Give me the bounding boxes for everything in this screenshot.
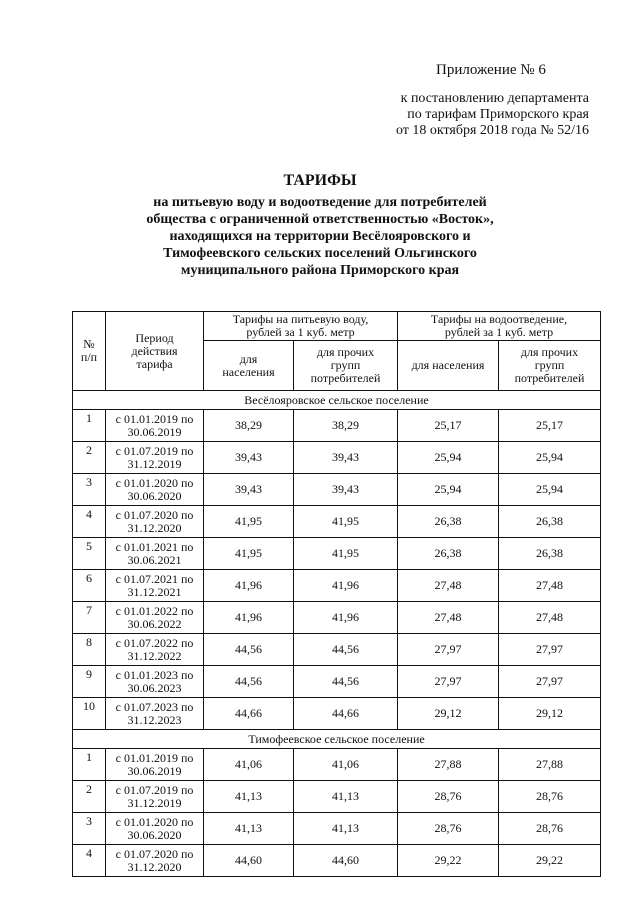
row-period — [106, 813, 204, 845]
water-population-value: 44,56 — [204, 634, 294, 666]
row-period — [106, 570, 204, 602]
drain-others-value: 27,97 — [499, 634, 601, 666]
drain-others-value: 29,22 — [499, 845, 601, 877]
row-period — [106, 506, 204, 538]
period-start: с 01.07.2020 по — [115, 846, 194, 861]
period-start: с 01.07.2020 по — [115, 507, 194, 522]
water-population-value: 41,95 — [204, 506, 294, 538]
water-population-value: 41,13 — [204, 781, 294, 813]
row-period — [106, 781, 204, 813]
document-title-block — [90, 172, 550, 279]
row-number: 10 — [73, 698, 106, 730]
row-period — [106, 538, 204, 570]
water-others-value: 41,13 — [294, 781, 398, 813]
period-end: 31.12.2019 — [127, 456, 182, 471]
table-row — [73, 506, 601, 538]
table-row — [73, 474, 601, 506]
drain-others-value: 27,48 — [499, 602, 601, 634]
water-population-value: 39,43 — [204, 474, 294, 506]
row-number: 3 — [73, 474, 106, 506]
period-start: с 01.01.2023 по — [115, 667, 194, 682]
row-number: 6 — [73, 570, 106, 602]
reference-line: по тарифам Приморского края — [407, 107, 589, 122]
tariff-table — [72, 311, 601, 877]
row-number: 1 — [73, 410, 106, 442]
period-end: 31.12.2022 — [127, 648, 182, 663]
row-period — [106, 634, 204, 666]
drain-population-value: 25,17 — [398, 410, 499, 442]
table-row — [73, 813, 601, 845]
header-drain-others: для прочих групп потребителей — [499, 341, 601, 391]
row-number: 4 — [73, 845, 106, 877]
period-start: с 01.07.2019 по — [115, 782, 194, 797]
period-start: с 01.07.2023 по — [115, 699, 194, 714]
period-start: с 01.01.2020 по — [115, 475, 194, 490]
drain-population-value: 27,48 — [398, 602, 499, 634]
row-period — [106, 474, 204, 506]
water-others-value: 39,43 — [294, 474, 398, 506]
drain-others-value: 26,38 — [499, 506, 601, 538]
period-end: 30.06.2021 — [127, 552, 182, 567]
row-number: 8 — [73, 634, 106, 666]
drain-others-value: 27,48 — [499, 570, 601, 602]
row-period — [106, 602, 204, 634]
period-end: 30.06.2020 — [127, 488, 182, 503]
period-start: с 01.07.2022 по — [115, 635, 194, 650]
water-others-value: 38,29 — [294, 410, 398, 442]
section-title: Тимофеевское сельское поселение — [73, 730, 601, 749]
water-others-value: 41,95 — [294, 506, 398, 538]
period-end: 31.12.2020 — [127, 859, 182, 874]
drain-population-value: 27,88 — [398, 749, 499, 781]
row-number: 2 — [73, 442, 106, 474]
header-water-others: для прочих групп потребителей — [294, 341, 398, 391]
water-others-value: 41,96 — [294, 602, 398, 634]
header-drain-tariffs: Тарифы на водоотведение, рублей за 1 куб. метр — [398, 312, 601, 341]
water-population-value: 41,96 — [204, 570, 294, 602]
row-number: 1 — [73, 749, 106, 781]
water-population-value: 41,13 — [204, 813, 294, 845]
period-end: 31.12.2020 — [127, 520, 182, 535]
header-num: № п/п — [73, 312, 106, 391]
drain-population-value: 25,94 — [398, 474, 499, 506]
period-start: с 01.01.2019 по — [115, 411, 194, 426]
drain-others-value: 25,94 — [499, 474, 601, 506]
water-population-value: 41,95 — [204, 538, 294, 570]
water-others-value: 41,95 — [294, 538, 398, 570]
period-end: 30.06.2020 — [127, 827, 182, 842]
drain-population-value: 29,22 — [398, 845, 499, 877]
table-row — [73, 634, 601, 666]
document-title: ТАРИФЫ — [283, 172, 357, 189]
table-row — [73, 698, 601, 730]
section-row — [73, 391, 601, 410]
table-row — [73, 845, 601, 877]
period-start: с 01.01.2021 по — [115, 539, 194, 554]
water-population-value: 44,56 — [204, 666, 294, 698]
drain-others-value: 28,76 — [499, 781, 601, 813]
row-period — [106, 845, 204, 877]
period-end: 30.06.2019 — [127, 763, 182, 778]
water-others-value: 41,06 — [294, 749, 398, 781]
document-subtitle — [90, 194, 550, 279]
drain-others-value: 27,97 — [499, 666, 601, 698]
drain-others-value: 25,94 — [499, 442, 601, 474]
table-row — [73, 538, 601, 570]
header-period: Период действия тарифа — [106, 312, 204, 391]
drain-population-value: 26,38 — [398, 506, 499, 538]
table-row — [73, 781, 601, 813]
drain-others-value: 27,88 — [499, 749, 601, 781]
water-population-value: 38,29 — [204, 410, 294, 442]
drain-others-value: 25,17 — [499, 410, 601, 442]
table-row — [73, 570, 601, 602]
row-number: 5 — [73, 538, 106, 570]
drain-population-value: 27,97 — [398, 634, 499, 666]
period-end: 30.06.2022 — [127, 616, 182, 631]
subtitle-line: общества с ограниченной ответственностью «Восток», — [146, 212, 494, 227]
subtitle-line: муниципального района Приморского края — [180, 263, 460, 278]
period-start: с 01.07.2019 по — [115, 443, 194, 458]
resolution-reference — [300, 91, 589, 139]
reference-line: к постановлению департамента — [400, 91, 589, 106]
water-population-value: 41,96 — [204, 602, 294, 634]
row-period — [106, 749, 204, 781]
period-end: 30.06.2023 — [127, 680, 182, 695]
period-start: с 01.01.2020 по — [115, 814, 194, 829]
water-others-value: 44,66 — [294, 698, 398, 730]
appendix-label: Приложение № 6 — [436, 62, 546, 78]
table-row — [73, 602, 601, 634]
period-end: 31.12.2023 — [127, 712, 182, 727]
water-others-value: 39,43 — [294, 442, 398, 474]
water-others-value: 44,56 — [294, 634, 398, 666]
header-water-tariffs: Тарифы на питьевую воду, рублей за 1 куб. метр — [204, 312, 398, 341]
row-period — [106, 666, 204, 698]
drain-population-value: 28,76 — [398, 813, 499, 845]
period-start: с 01.07.2021 по — [115, 571, 194, 586]
drain-population-value: 27,97 — [398, 666, 499, 698]
water-others-value: 41,13 — [294, 813, 398, 845]
drain-population-value: 28,76 — [398, 781, 499, 813]
section-row — [73, 730, 601, 749]
row-number: 3 — [73, 813, 106, 845]
subtitle-line: на питьевую воду и водоотведение для потребителей — [153, 195, 487, 210]
period-start: с 01.01.2022 по — [115, 603, 194, 618]
table-row — [73, 442, 601, 474]
drain-population-value: 27,48 — [398, 570, 499, 602]
water-others-value: 41,96 — [294, 570, 398, 602]
reference-line: от 18 октября 2018 года № 52/16 — [395, 123, 589, 138]
water-population-value: 44,60 — [204, 845, 294, 877]
row-period — [106, 442, 204, 474]
subtitle-line: Тимофеевского сельских поселений Ольгинского — [163, 246, 477, 261]
water-population-value: 41,06 — [204, 749, 294, 781]
period-end: 31.12.2021 — [127, 584, 182, 599]
water-others-value: 44,60 — [294, 845, 398, 877]
header-drain-population: для населения — [398, 341, 499, 391]
period-end: 31.12.2019 — [127, 795, 182, 810]
row-number: 7 — [73, 602, 106, 634]
row-period — [106, 410, 204, 442]
drain-others-value: 28,76 — [499, 813, 601, 845]
header-water-population: для населения — [204, 341, 294, 391]
drain-others-value: 26,38 — [499, 538, 601, 570]
period-start: с 01.01.2019 по — [115, 750, 194, 765]
table-row — [73, 410, 601, 442]
period-end: 30.06.2019 — [127, 424, 182, 439]
row-period — [106, 698, 204, 730]
row-number: 4 — [73, 506, 106, 538]
row-number: 9 — [73, 666, 106, 698]
water-others-value: 44,56 — [294, 666, 398, 698]
water-population-value: 44,66 — [204, 698, 294, 730]
water-population-value: 39,43 — [204, 442, 294, 474]
drain-population-value: 29,12 — [398, 698, 499, 730]
subtitle-line: находящихся на территории Весёлояровского и — [169, 229, 471, 244]
drain-population-value: 25,94 — [398, 442, 499, 474]
drain-others-value: 29,12 — [499, 698, 601, 730]
row-number: 2 — [73, 781, 106, 813]
section-title: Весёлояровское сельское поселение — [73, 391, 601, 410]
table-row — [73, 666, 601, 698]
table-row — [73, 749, 601, 781]
drain-population-value: 26,38 — [398, 538, 499, 570]
